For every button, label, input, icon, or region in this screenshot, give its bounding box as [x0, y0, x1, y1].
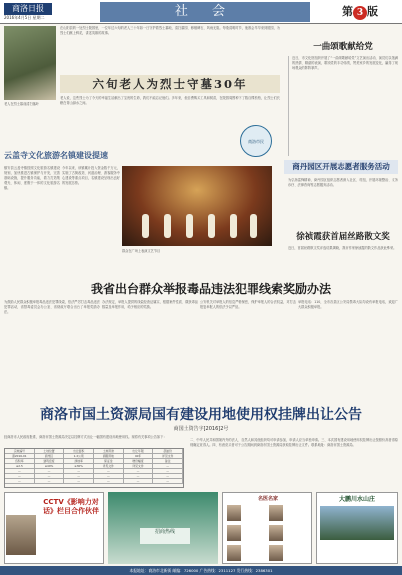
article-headline: 一曲颂歌献给党	[313, 42, 373, 52]
article-body: 在山阳县的一处烈士陵园里，一位年过六旬的老人三十年如一日守护着烈士墓地，清扫墓园、修缮碑石，风雨无阻。每逢清明时节，他都会早早来到陵园，为烈士们献上鲜花，讲述英雄的故事。	[60, 26, 280, 35]
table-cell: —	[5, 469, 35, 473]
stage-performance-photo	[122, 166, 272, 246]
table-cell: 出让面积	[64, 449, 94, 453]
table-cell: —	[5, 474, 35, 478]
footer-contact: 本报地址：商洛市北新街 邮编：726000 广告热线：2311127 发行热线：2386301	[0, 566, 402, 575]
table-cell: —	[35, 474, 65, 478]
table-cell: 商州区	[35, 454, 65, 458]
article-body: 今年以来，该镇累计投入资金数千万元，实施了古街改造、河道治理、游客服务中心建设等重点项目，名镇建设呈现出良好的发展态势。	[62, 166, 120, 185]
column-badge: 商洛市民	[240, 125, 272, 157]
table-cell: ≤2.5	[5, 464, 35, 468]
table-cell: 出让年限	[124, 449, 154, 453]
table-cell: 保证金	[94, 459, 124, 463]
table-cell: —	[124, 474, 154, 478]
table-cell: 1.2公顷	[64, 454, 94, 458]
person-photo	[227, 505, 241, 521]
table-cell: 宗地编号	[5, 449, 35, 453]
article-headline: 商丹园区开展志愿者服务活动	[284, 160, 398, 174]
table-cell: —	[153, 469, 183, 473]
page-prefix: 第	[342, 5, 353, 18]
article-column: 公安机关对举报人的信息严格保密，保护举报人的合法权益，对打击报复举报人的依法予以严惩。	[200, 300, 296, 309]
photo-caption: 老人在烈士墓前清扫落叶	[4, 102, 40, 106]
table-cell: 40年	[124, 454, 154, 458]
article-headline: 徐祯霞获首届丝路散文奖	[296, 232, 390, 242]
ad-title: 名医名家	[257, 496, 278, 502]
table-cell: —	[64, 469, 94, 473]
table-cell: ≥30%	[64, 464, 94, 468]
table-cell: —	[35, 479, 65, 483]
table-cell: —	[5, 479, 35, 483]
article-body: 镇安县云盖寺镇按照文化旅游名镇建设规划，加快推进古镇保护与开发，完善基础设施，提升服务功能，着力打造集观光、休闲、度假于一体的文化旅游名镇。	[4, 166, 60, 190]
land-parcel-table	[4, 448, 184, 488]
table-cell: 绿地率	[64, 459, 94, 463]
table-row	[5, 479, 183, 484]
article-column: 办法规定，举报人提供的线索经查证属实，根据案件性质、缴获毒品数量及举报作用，给予相应的奖励。	[102, 300, 198, 309]
notice-terms: 二、中华人民共和国境内外的法人、自然人和其他组织均可申请参加，申请人应当单独申请。三、本次国有建设用地使用权挂牌出让按照价高者得原则确定竞得人。四、有意竞买者可于公告期间到商洛市国土资源局获取挂牌出让文件。联系地址：商洛市国土资源局。	[190, 438, 398, 447]
article-body: 老人说，这些烈士为了今天的幸福生活献出了宝贵的生命，我们不能忘记他们。多年来，他自费购买工具和树苗，在陵园周围种下了数百棵松柏，让烈士们长眠在青山绿水之间。	[60, 96, 280, 105]
resort-photo	[320, 506, 394, 540]
article-column: 举报电话：110，全市各县区公安局禁毒大队均设有举报电话，欢迎广大群众积极举报。	[298, 300, 398, 309]
notice-reference: 商国土资告字[2016]2号	[173, 426, 229, 432]
newspaper-logo: 商洛日报	[4, 3, 52, 15]
table-cell: 详见文件	[153, 454, 183, 458]
performer-figure	[208, 214, 215, 238]
notice-intro: 经商洛市人民政府批准，商洛市国土资源局决定以挂牌方式出让一幅国有建设用地使用权。现将有关事项公告如下：	[4, 435, 167, 439]
performer-figure	[164, 214, 171, 238]
page-number	[342, 3, 400, 21]
article-headline: 六旬老人为烈士守墓30年	[60, 75, 280, 93]
notice-title: 商洛市国土资源局国有建设用地使用权挂牌出让公告	[40, 407, 362, 423]
table-cell: 商服用地	[94, 454, 124, 458]
table-cell: 土地用途	[94, 449, 124, 453]
table-cell: —	[94, 479, 124, 483]
person-photo	[269, 545, 283, 561]
table-cell: —	[94, 474, 124, 478]
article-body: 近日，首届丝路散文奖评选结果揭晓，我市作家徐祯霞的散文作品获此殊荣。	[288, 246, 397, 250]
table-cell: 商2016-01	[5, 454, 35, 458]
ad-label: 招商热线	[140, 528, 190, 544]
page-number-badge: 3	[353, 6, 367, 20]
section-title: 社 会	[100, 2, 310, 22]
performer-figure	[142, 214, 149, 238]
table-cell: —	[64, 474, 94, 478]
person-photo	[227, 545, 241, 561]
person-photo	[269, 525, 283, 541]
memorial-photo	[4, 26, 56, 100]
article-column: 为鼓励人民群众积极举报毒品违法犯罪线索，依法严厉打击毒品违法犯罪活动，省禁毒委员会办公室、省财政厅联合出台了举报奖励办法。	[4, 300, 100, 314]
ad-title: CCTV《影响力对话》栏目合作伙伴	[43, 498, 99, 515]
page-suffix: 版	[367, 5, 378, 18]
table-cell: —	[153, 464, 183, 468]
table-cell: —	[64, 479, 94, 483]
table-cell: 增价幅度	[124, 459, 154, 463]
table-cell: ≤40%	[35, 464, 65, 468]
table-cell: —	[94, 469, 124, 473]
table-cell: 详见文件	[94, 464, 124, 468]
photo-caption: 群众在广场上表演文艺节目	[122, 249, 161, 253]
performer-figure	[250, 214, 257, 238]
table-cell: 备注	[153, 459, 183, 463]
doctors-advertisement	[222, 492, 312, 564]
ad-title: 大鹏川水山庄	[338, 496, 375, 503]
advertiser-portrait	[6, 515, 36, 555]
table-cell: 起始价	[153, 449, 183, 453]
issue-date: 2016年4月5日 星期二	[4, 15, 45, 20]
article-headline: 云盖寺文化旅游名镇建设提速	[4, 150, 108, 160]
table-cell: —	[124, 469, 154, 473]
performer-figure	[186, 214, 193, 238]
table-cell: 建筑密度	[35, 459, 65, 463]
performer-figure	[230, 214, 237, 238]
person-photo	[269, 505, 283, 521]
table-cell: 详见文件	[124, 464, 154, 468]
table-cell: —	[153, 474, 183, 478]
table-cell: —	[35, 469, 65, 473]
person-photo	[227, 525, 241, 541]
table-cell: 容积率	[5, 459, 35, 463]
article-body: 为弘扬雷锋精神，商丹园区组织志愿者深入社区、村组，开展环境整治、义务诊疗、法律咨询等志愿服务活动。	[288, 178, 398, 187]
table-cell: 土地位置	[35, 449, 65, 453]
table-cell: —	[124, 479, 154, 483]
article-body: 近日，市文化馆组织开展了“一曲颂歌献给党”文艺演出活动，演员们以饱满的热情、精湛的表演，歌颂党的丰功伟绩，赞美家乡的发展变化，赢得了现场观众的阵阵掌声。	[288, 56, 398, 156]
article-headline: 我省出台群众举报毒品违法犯罪线索奖励办法	[90, 282, 331, 296]
table-cell: —	[153, 479, 183, 483]
